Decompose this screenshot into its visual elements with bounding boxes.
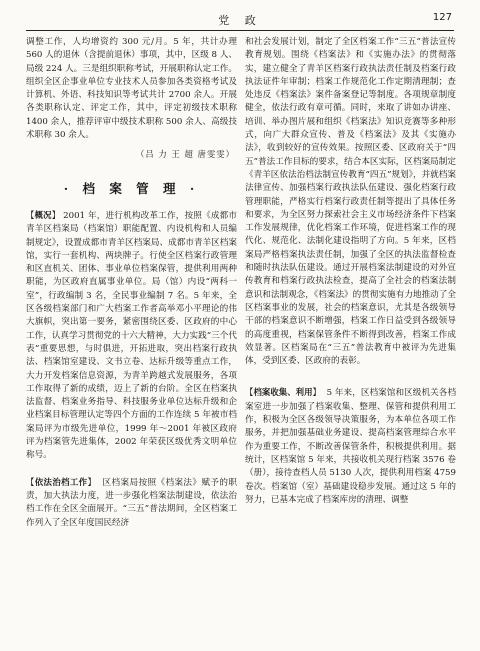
collection-keyword: 【 档案收集、利用 】 — [245, 387, 321, 397]
law-text: 区档案局按照《档案法》赋予的职责，加大执法力度，进一步强化档案法制建设，依法治档工作在全区全面展开。“三五”普法期间，全区档案工作列入了全区年度国民经济 — [26, 477, 237, 528]
law-paragraph — [26, 476, 237, 530]
header-section: 党 政 — [218, 14, 262, 27]
paragraph-continued: 调整工作，人均增资约 300 元/月。5 年，共计办理 560 人的退休（含提前退休）事项，其中，区级 8 人、局级 224 人。三是组织职称考试，开展职称认定工作。组织全区企事业单位专业技术人员参加各类资格考试及计算机、外语、科技知识等考试共计 2700 余人。开展各类职称认定、评定工作，其中，评定初级技术职称 1400 余人，推荐评审中级技术职称 500 余人、高级技术职称 30 余人。 — [26, 37, 237, 141]
overview-paragraph — [26, 209, 237, 463]
page-number: 127 — [432, 12, 452, 23]
right-column — [245, 36, 456, 507]
left-column — [26, 36, 237, 530]
author-signature: （吕 力 王 超 唐雯雯） — [135, 149, 235, 160]
overview-text: 2001 年，进行机构改革工作，按照《成都市青羊区档案局（档案馆）职能配置、内设机构和人员编制规定》，设置成都市青羊区档案局、成都市青羊区档案馆，实行一套机构、两块牌子。行使全区档案行政管理和区直机关、团体、事业单位档案保管，提供利用两种职能，为区政府直属事业单位。局（馆）内设“两科一室”，行政编制 3 名，全民事业编制 7 名。5 年来，全区各级档案部门和广大档案工作者高举邓小平理论的伟大旗帜，突出第一要务，紧密围绕区委、区政府的中心工作，认真学习贯彻党的十六大精神，大力实践“三个代表”重要思想，与时俱进，开拓进取，突出档案行政执法、档案馆室建设、文书立卷、达标升级等重点工作，大力开发档案信息资源，为青羊跨越式发展服务，各项工作取得了新的成绩，迈上了新的台阶。全区在档案执法监督、档案业务指导、科技服务业单位达标升级和企业档案目标管理认定等四个方面的工作连续 5 年被市档案局评为市级先进单位，1999 年～2001 年被区政府评为档案管先进集体，2002 年荣获区级优秀文明单位称号。 — [26, 210, 238, 461]
law-keyword: 【 依法治档工作 】 — [26, 477, 96, 487]
section-heading: · 档 案 管 理 · — [63, 180, 200, 196]
overview-keyword: 【 概况 】 — [26, 210, 60, 220]
collection-text: 5 年来，区档案馆和区级机关各档案室进一步加强了档案收集、整理、保管和提供利用工作，积极为全区各级领导决策服务，为本单位各项工作服务，并把加强基础业务建设、提高档案管理综合水平作为重要工作，不断改善保管条件，积极提供利用。据统计，区档案馆 5 年来，共接收机关现行档案 3576 卷（册），接待查档人员 5130 人次，提供利用档案 4759 卷次。档案馆（室）基础建设稳步发展。通过这 5 年的努力，已基本完成了档案库房的清理、调整 — [245, 388, 457, 505]
running-header — [26, 8, 454, 31]
law-paragraph-continued: 和社会发展计划，制定了全区档案工作“三五”普法宣传教育规划。围绕《档案法》和《实施办法》的贯彻落实，建立健全了青羊区档案行政执法责任制及档案行政执法证件年审制；档案工作规范化工作定期清理制；查处违反《档案法》案件备案登记等制度。各项规章制度健全，依法行政有章可循。同时，来取了讲如办讲座、培训、举办图片展和组织《档案法》知识竞赛等多种形式，向广大群众宣传、普及《档案法》及其《实施办法》，收到较好的宣传效果。按照区委、区政府关于“四五”普法工作目标的要求，结合本区实际，区档案局制定《青羊区依法治档法制宣传教育“四五”规划》，并就档案法律宣传、加强档案行政执法队伍建设、强化档案行政管理职能，严格实行档案行政责任制等提出了具体任务和要求，为全区努力探索社会主义市场经济条件下档案工作发展规律，优化档案工作环境，促进档案工作的现代化、规范化、法制化建设指明了方向。5 年来，区档案局严格档案执法责任制，加强了全区的执法监督检查和随时执法队伍建设。通过开展档案法制建设的对外宣传教育和档案行政执法检查，提高了全社会的档案法制意识和法制观念，《档案法》的贯彻实施有力地推动了全区档案事业的发展，社会的档案意识，尤其是各级领导干部的档案意识不断增强，档案工作日益受到各级领导的高度重视，档案保管条件不断得到改善，档案工作成效显著。区档案局在“三五”普法教育中被评为先进集体，受到区委、区政府的表彰。 — [245, 37, 456, 367]
collection-paragraph — [245, 386, 456, 507]
